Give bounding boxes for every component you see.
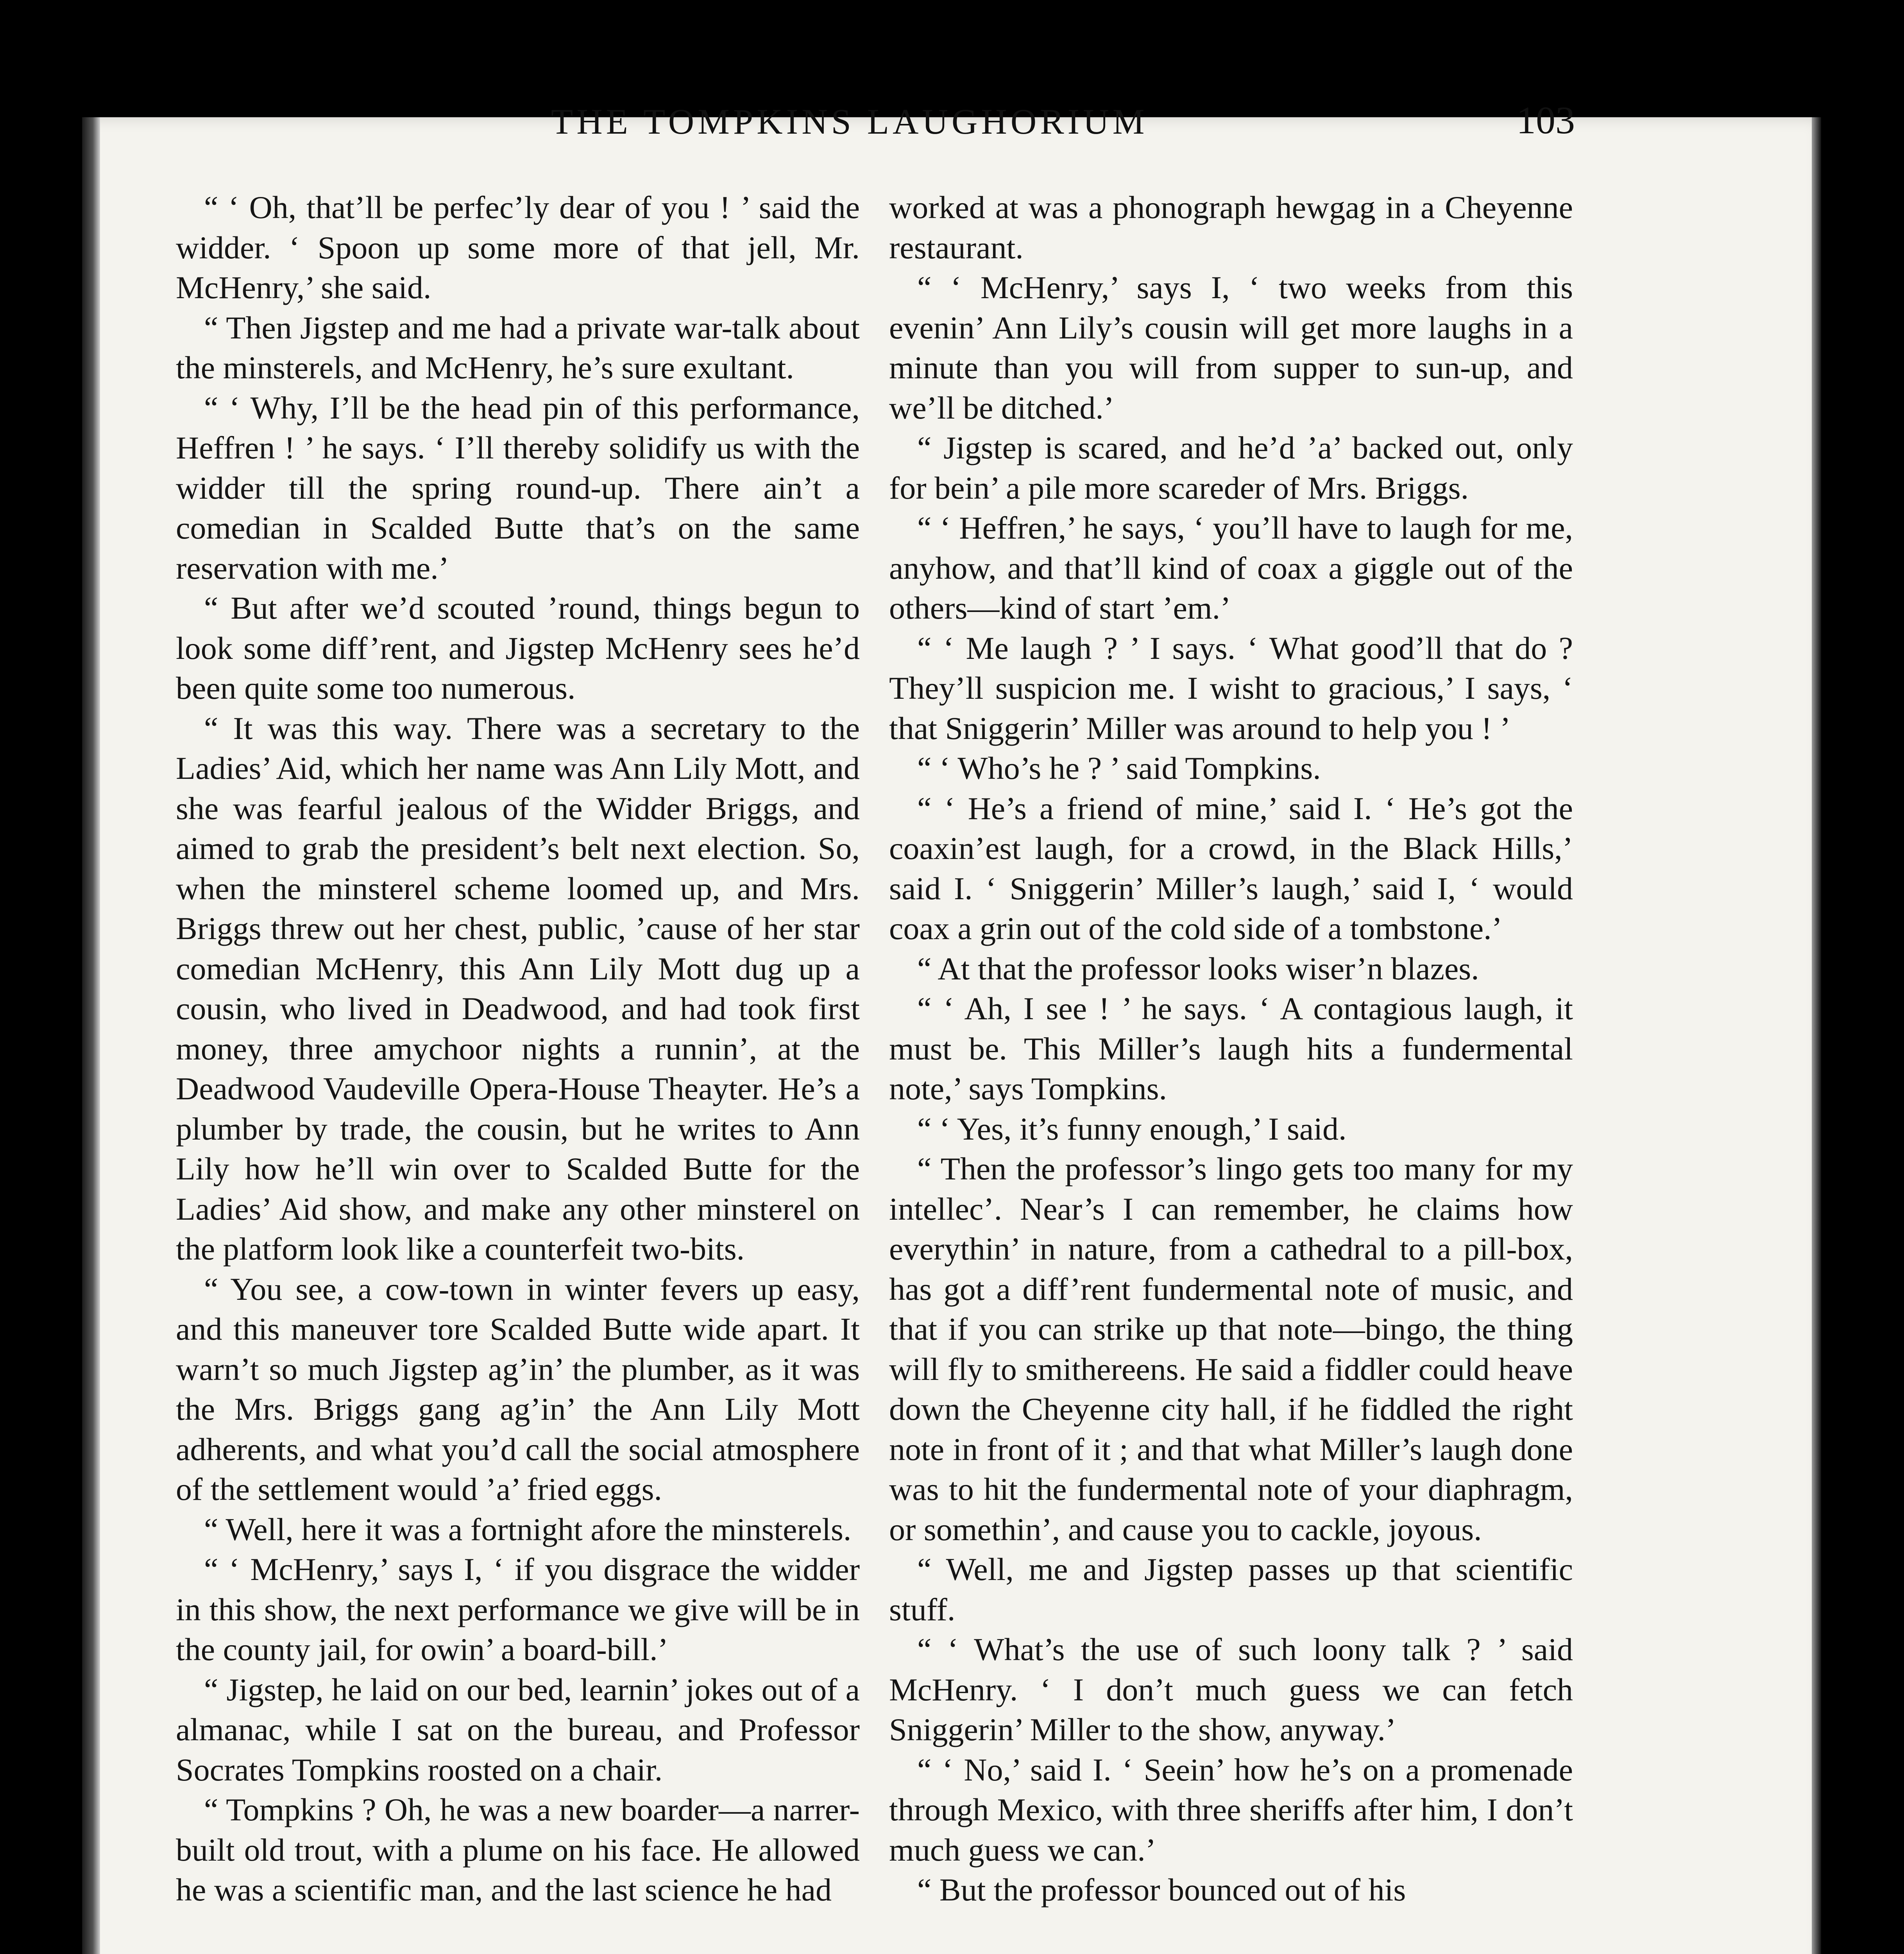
paragraph: “ ‘ McHenry,’ says I, ‘ two weeks from this evenin’ Ann Lily’s cousin will get more laughs in a minute than you will from supper to sun-up, and we’ll be ditched.’ <box>889 270 1573 426</box>
paragraph: “ At that the professor looks wiser’n blazes. <box>917 950 1479 986</box>
paragraph: “ ‘ Me laugh ? ’ I says. ‘ What good’ll that do ? They’ll suspicion me. I wisht to gracious,’ I says, ‘ that Sniggerin’ Miller was around to help you ! ’ <box>889 630 1573 746</box>
paragraph: “ Tompkins ? Oh, he was a new boarder—a narrer-built old trout, with a plume on his face. He allowed he was a scientific man, and the last science he had <box>176 1792 860 1907</box>
paragraph: “ ‘ Oh, that’ll be perfec’ly dear of you ! ’ said the widder. ‘ Spoon up some more of that jell, Mr. McHenry,’ she said. <box>176 190 860 305</box>
paragraph: “ ‘ Yes, it’s funny enough,’ I said. <box>917 1111 1347 1147</box>
paragraph: “ Then Jigstep and me had a private war-talk about the minsterels, and McHenry, he’s sure exultant. <box>176 310 860 385</box>
paragraph: “ ‘ Why, I’ll be the head pin of this performance, Heffren ! ’ he says. ‘ I’ll thereby solidify us with the widder till the spring round-up. There ain’t a comedian in Scalded Butte that’s on the same reservation with me.’ <box>176 390 860 586</box>
paragraph: “ Jigstep is scared, and he’d ’a’ backed out, only for bein’ a pile more scareder of Mrs. Briggs. <box>889 430 1573 506</box>
paragraph-continued: worked at was a phonograph hewgag in a Cheyenne restaurant. <box>889 190 1573 265</box>
paragraph: “ You see, a cow-town in winter fevers up easy, and this maneuver tore Scalded Butte wide apart. It warn’t so much Jigstep ag’in’ the plumber, as it was the Mrs. Briggs gang ag’in’ the Ann Lily Mott adherents, and what you’d call the social atmosphere of the settlement would ’a’ fried eggs. <box>176 1271 860 1507</box>
page-gutter-edge <box>82 117 100 1954</box>
page-right-edge <box>1812 117 1821 1954</box>
running-head: THE TOMPKINS LAUGHORIUM <box>551 102 1148 141</box>
paragraph: “ Well, me and Jigstep passes up that scientific stuff. <box>889 1551 1573 1627</box>
paragraph: “ ‘ What’s the use of such loony talk ? ’ said McHenry. ‘ I don’t much guess we can fetch Sniggerin’ Miller to the show, anyway.’ <box>889 1632 1573 1747</box>
paragraph: “ But the professor bounced out of his <box>917 1872 1406 1907</box>
paragraph: “ ‘ Who’s he ? ’ said Tompkins. <box>917 750 1321 786</box>
paragraph: “ ‘ Heffren,’ he says, ‘ you’ll have to laugh for me, anyhow, and that’ll kind of coax a giggle out of the others—kind of start ’em.’ <box>889 510 1573 626</box>
paragraph: “ Then the professor’s lingo gets too many for my intellec’. Near’s I can remember, he claims how everythin’ in nature, from a cathedral to a pill-box, has got a diff’rent fundermental note of music, and that if you can strike up that note—bingo, the thing will fly to smithereens. He said a fiddler could heave down the Cheyenne city hall, if he fiddled the right note in front of it ; and that what Miller’s laugh done was to hit the fundermental note of your diaphragm, or somethin’, and cause you to cackle, joyous. <box>889 1151 1573 1547</box>
text-column-left <box>176 188 860 1910</box>
paragraph: “ ‘ No,’ said I. ‘ Seein’ how he’s on a promenade through Mexico, with three sheriffs after him, I don’t much guess we can.’ <box>889 1752 1573 1868</box>
paragraph: “ ‘ McHenry,’ says I, ‘ if you disgrace the widder in this show, the next performance we give will be in the county jail, for owin’ a board-bill.’ <box>176 1551 860 1667</box>
paragraph: “ But after we’d scouted ’round, things begun to look some diff’rent, and Jigstep McHenry sees he’d been quite some too numerous. <box>176 590 860 706</box>
paragraph: “ Well, here it was a fortnight afore the minsterels. <box>204 1511 852 1547</box>
paragraph: “ Jigstep, he laid on our bed, learnin’ jokes out of a almanac, while I sat on the bureau, and Professor Socrates Tompkins roosted on a chair. <box>176 1671 860 1788</box>
paragraph: “ ‘ Ah, I see ! ’ he says. ‘ A contagious laugh, it must be. This Miller’s laugh hits a fundermental note,’ says Tompkins. <box>889 991 1573 1106</box>
page-number: 103 <box>1516 98 1575 142</box>
paragraph: “ It was this way. There was a secretary to the Ladies’ Aid, which her name was Ann Lily Mott, and she was fearful jealous of the Widder Briggs, and aimed to grab the president’s belt next election. So, when the minsterel scheme loomed up, and Mrs. Briggs threw out her chest, public, ’cause of her star comedian McHenry, this Ann Lily Mott dug up a cousin, who lived in Deadwood, and had took first money, three amychoor nights a runnin’, at the Deadwood Vaudeville Opera-House Theayter. He’s a plumber by trade, the cousin, but he writes to Ann Lily how he’ll win over to Scalded Butte for the Ladies’ Aid show, and make any other minsterel on the platform look like a counterfeit two-bits. <box>176 710 860 1267</box>
text-column-right <box>889 188 1573 1910</box>
paragraph: “ ‘ He’s a friend of mine,’ said I. ‘ He’s got the coaxin’est laugh, for a crowd, in the Black Hills,’ said I. ‘ Sniggerin’ Miller’s laugh,’ said I, ‘ would coax a grin out of the cold side of a tombstone.’ <box>889 790 1573 946</box>
